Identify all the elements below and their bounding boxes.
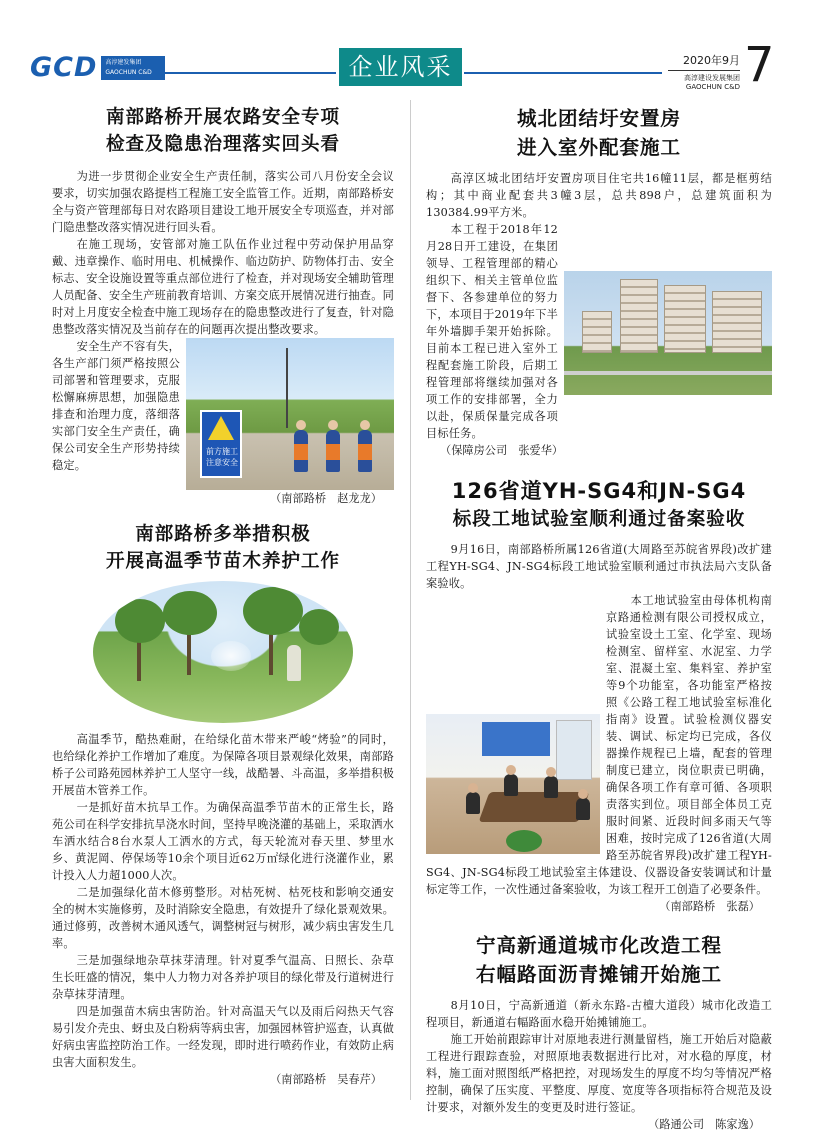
text-photo-wrap bbox=[52, 338, 394, 490]
tree-watering-photo bbox=[93, 581, 353, 723]
article-nursery bbox=[52, 521, 394, 1088]
article-title-line1: 城北团结圩安置房 bbox=[516, 107, 681, 130]
article-paragraph: 安全生产不容有失，各生产部门须严格按照公司部署和管理要求，克服松懈麻痹思想，加强隐患排查和治理力度，落细落实部门安全生产责任，确保公司安全生产形势持续稳定。 bbox=[52, 340, 180, 472]
article-paragraph: 一是抓好苗木抗旱工作。为确保高温季节苗木的正常生长，路苑公司在科学安排抗旱浇水时间，坚持早晚浇灌的基础上，采取洒水车洒水结合8台水泵人工洒水的方式，每天轮流对春天里、梦里水乡、黄泥岡、停保场等10余个项目近62万㎡绿化进行浇灌作业，累计投入人力超1000人次。 bbox=[52, 801, 394, 882]
projection-screen bbox=[482, 722, 550, 756]
lab-body bbox=[426, 592, 772, 898]
article-paragraph: 施工开始前跟踪审计对原地表进行测量留档，施工开始后对隐蔽工程进行跟踪查验，对照原地表数据进行比对，对水稳的厚度，材料，施工面对照图纸严格把控，对现场发生的厚度不均匀等情况严格控制，确保了压实度、平整度、厚度、宽度等各项指标符合规范及设计要求，对额外发生的变更及时进行签证。 bbox=[426, 1033, 772, 1114]
article-paragraph: 为进一步贯彻企业安全生产责任制，落实公司八月份安全会议要求，切实加强农路提档工程施工安全监管工作。近期，南部路桥安全与资产管理部每日对农路项目建设工地开展安全专项巡查，并对部门隐患整改落实情况进行回头看。 bbox=[52, 170, 394, 234]
org-name-en: GAOCHUN C&D bbox=[685, 83, 740, 91]
article-lab bbox=[426, 477, 772, 915]
article-byline: （保障房公司 张爱华） bbox=[440, 444, 564, 457]
left-column bbox=[52, 100, 394, 1088]
right-column bbox=[426, 100, 772, 1133]
apartment-building-photo bbox=[564, 271, 772, 395]
section-title: 企业风采 bbox=[339, 48, 462, 86]
article-paragraph: 9月16日，南部路桥所属126省道(大周路至苏皖省界段)改扩建工程YH-SG4、JN-SG4标段工地试验室顺利通过市执法局六支队备案验收。 bbox=[426, 543, 772, 590]
article-paragraph: 高淳区城北团结圩安置房项目住宅共16幢11层，都是框剪结构；其中商业配套共3幢3层，总共898户，总建筑面积为130384.99平方米。 bbox=[426, 172, 772, 219]
company-logo bbox=[30, 52, 165, 83]
article-title-line2: 右幅路面沥青摊铺开始施工 bbox=[475, 963, 722, 986]
logo-cn: 高淳建发集团 bbox=[105, 58, 142, 66]
header-rule-right bbox=[464, 72, 662, 74]
text-photo-wrap bbox=[426, 221, 772, 442]
article-title-line1: 南部路桥开展农路安全专项 bbox=[105, 107, 340, 128]
worker-figure bbox=[287, 645, 301, 681]
header-rule-left bbox=[156, 72, 336, 74]
article-byline: （南部路桥 赵龙龙） bbox=[270, 492, 382, 505]
article-title-line2: 开展高温季节苗木养护工作 bbox=[105, 551, 340, 572]
article-byline: （路通公司 陈家逸） bbox=[648, 1118, 760, 1131]
article-paragraph: 本工地试验室由母体机构南京路通检测有限公司授权成立，试验室设土工室、化学室、现场检测室、留样室、水泥室、力学室、混凝土室、集料室、养护室等9个功能室，各功能室严格按照《公路工程工地试验室标准化指南》设置。试验检测仪器安装、调试、标定均已完成，各仪器操作规程已上墙，配套的管理制度已建立，岗位职责已明确，确保各项工作有章可循、各项职责落实到位。项目部全体员工克服时间紧、近段时间多雨天气等困难，按时完成了126省道(大周路至苏皖省界段)改扩建工程YH-SG4、JN-SG4标段工地试验室主体建设、仪器设备安装调试和计量标定等工作，一次性通过备案验收，为该工程开工创造了必要条件。 bbox=[426, 594, 772, 896]
column-divider bbox=[410, 100, 411, 1100]
masthead bbox=[0, 0, 830, 95]
article-paragraph: 本工程于2018年12月28日开工建设，在集团领导、工程管理部的精心组织下、相关主管单位监督下、各参建单位的努力下，本项目于2019年下半年外墙脚手架开始拆除。目前本工程已进入室外工程配套施工阶段，后期工程管理部将继续加强对各项工作的安排部署，全力以赴，保质保量完成各项目标任务。 bbox=[426, 223, 558, 440]
logo-en: GAOCHUN C&D bbox=[105, 68, 152, 76]
sign-text: 前方施工注意安全 bbox=[206, 447, 238, 467]
publication-info bbox=[668, 52, 740, 92]
article-title-line2: 标段工地试验室顺利通过备案验收 bbox=[452, 509, 746, 530]
article-paragraph: 高温季节，酷热难耐，在给绿化苗木带来严峻“烤验”的同时，也给绿化养护工作增加了难度。为保障各项目景观绿化效果，南部路桥子公司路苑园林养护工人坚守一线，战酷暑、斗高温，多举措积极开展苗木管养工作。 bbox=[52, 733, 394, 797]
article-resettlement bbox=[426, 104, 772, 459]
article-title-line1: 南部路桥多举措积极 bbox=[135, 524, 311, 545]
logo-letters: GCD bbox=[30, 52, 98, 83]
warning-triangle-icon bbox=[208, 416, 234, 440]
article-title-line2: 进入室外配套施工 bbox=[516, 136, 681, 159]
article-paragraph: 二是加强绿化苗木修剪整形。对枯死树、枯死枝和影响交通安全的树木实施修剪，及时消除安全隐患，有效提升了绿化景观效果。通过修剪，改善树木通风透气，调整树冠与树形，减少病虫害发生几率。 bbox=[52, 886, 394, 950]
article-byline: （南部路桥 吴春芹） bbox=[270, 1073, 382, 1086]
article-paragraph: 三是加强绿地杂草抹芽清理。针对夏季气温高、日照长、杂草生长旺盛的情况，集中人力物力对各养护项目的绿化带及行道树进行杂草抹芽清理。 bbox=[52, 954, 394, 1001]
logo-box bbox=[101, 56, 165, 80]
org-name-cn: 高淳建设发展集团 bbox=[684, 74, 740, 82]
article-paragraph: 8月10日，宁高新通道（新永东路-古檀大道段）城市化改造工程项目，新通道右幅路面水稳开始摊铺施工。 bbox=[426, 999, 772, 1029]
lab-meeting-photo bbox=[426, 714, 600, 854]
article-asphalt bbox=[426, 931, 772, 1133]
article-byline: （南部路桥 张磊） bbox=[659, 900, 760, 913]
page-number: 7 bbox=[744, 37, 775, 93]
article-paragraph: 四是加强苗木病虫害防治。针对高温天气以及雨后闷热天气容易引发介壳虫、蚜虫及白粉病等病虫害，加强园林管护巡查，认真做好病虫害监控防治工作。一经发现，即时进行喷药作业，有效防止病虫害大面积发生。 bbox=[52, 1005, 394, 1069]
article-title-line2: 检查及隐患治理落实回头看 bbox=[105, 134, 340, 155]
article-title-line1: 宁高新通道城市化改造工程 bbox=[475, 934, 722, 957]
road-inspection-photo bbox=[186, 338, 394, 490]
article-paragraph: 在施工现场，安管部对施工队伍作业过程中劳动保护用品穿戴、违章操作、临时用电、机械操作、临边防护、防物体打击、安全标志、安全设施设置等重点部位进行了检查，并对现场安全辅助管理人员配备、安全生产班前教育培训、方案交底开展情况进行抽查。同时对上月度安全检查中施工现场存在的隐患整改进行了复查，针对隐患整改落实情况及当前存在的问题再次提出整改要求。 bbox=[52, 238, 394, 336]
article-safety bbox=[52, 104, 394, 507]
construction-sign bbox=[200, 410, 242, 478]
article-title-line1: 126省道YH-SG4和JN-SG4 bbox=[451, 479, 747, 503]
issue-date: 2020年9月 bbox=[668, 52, 740, 71]
